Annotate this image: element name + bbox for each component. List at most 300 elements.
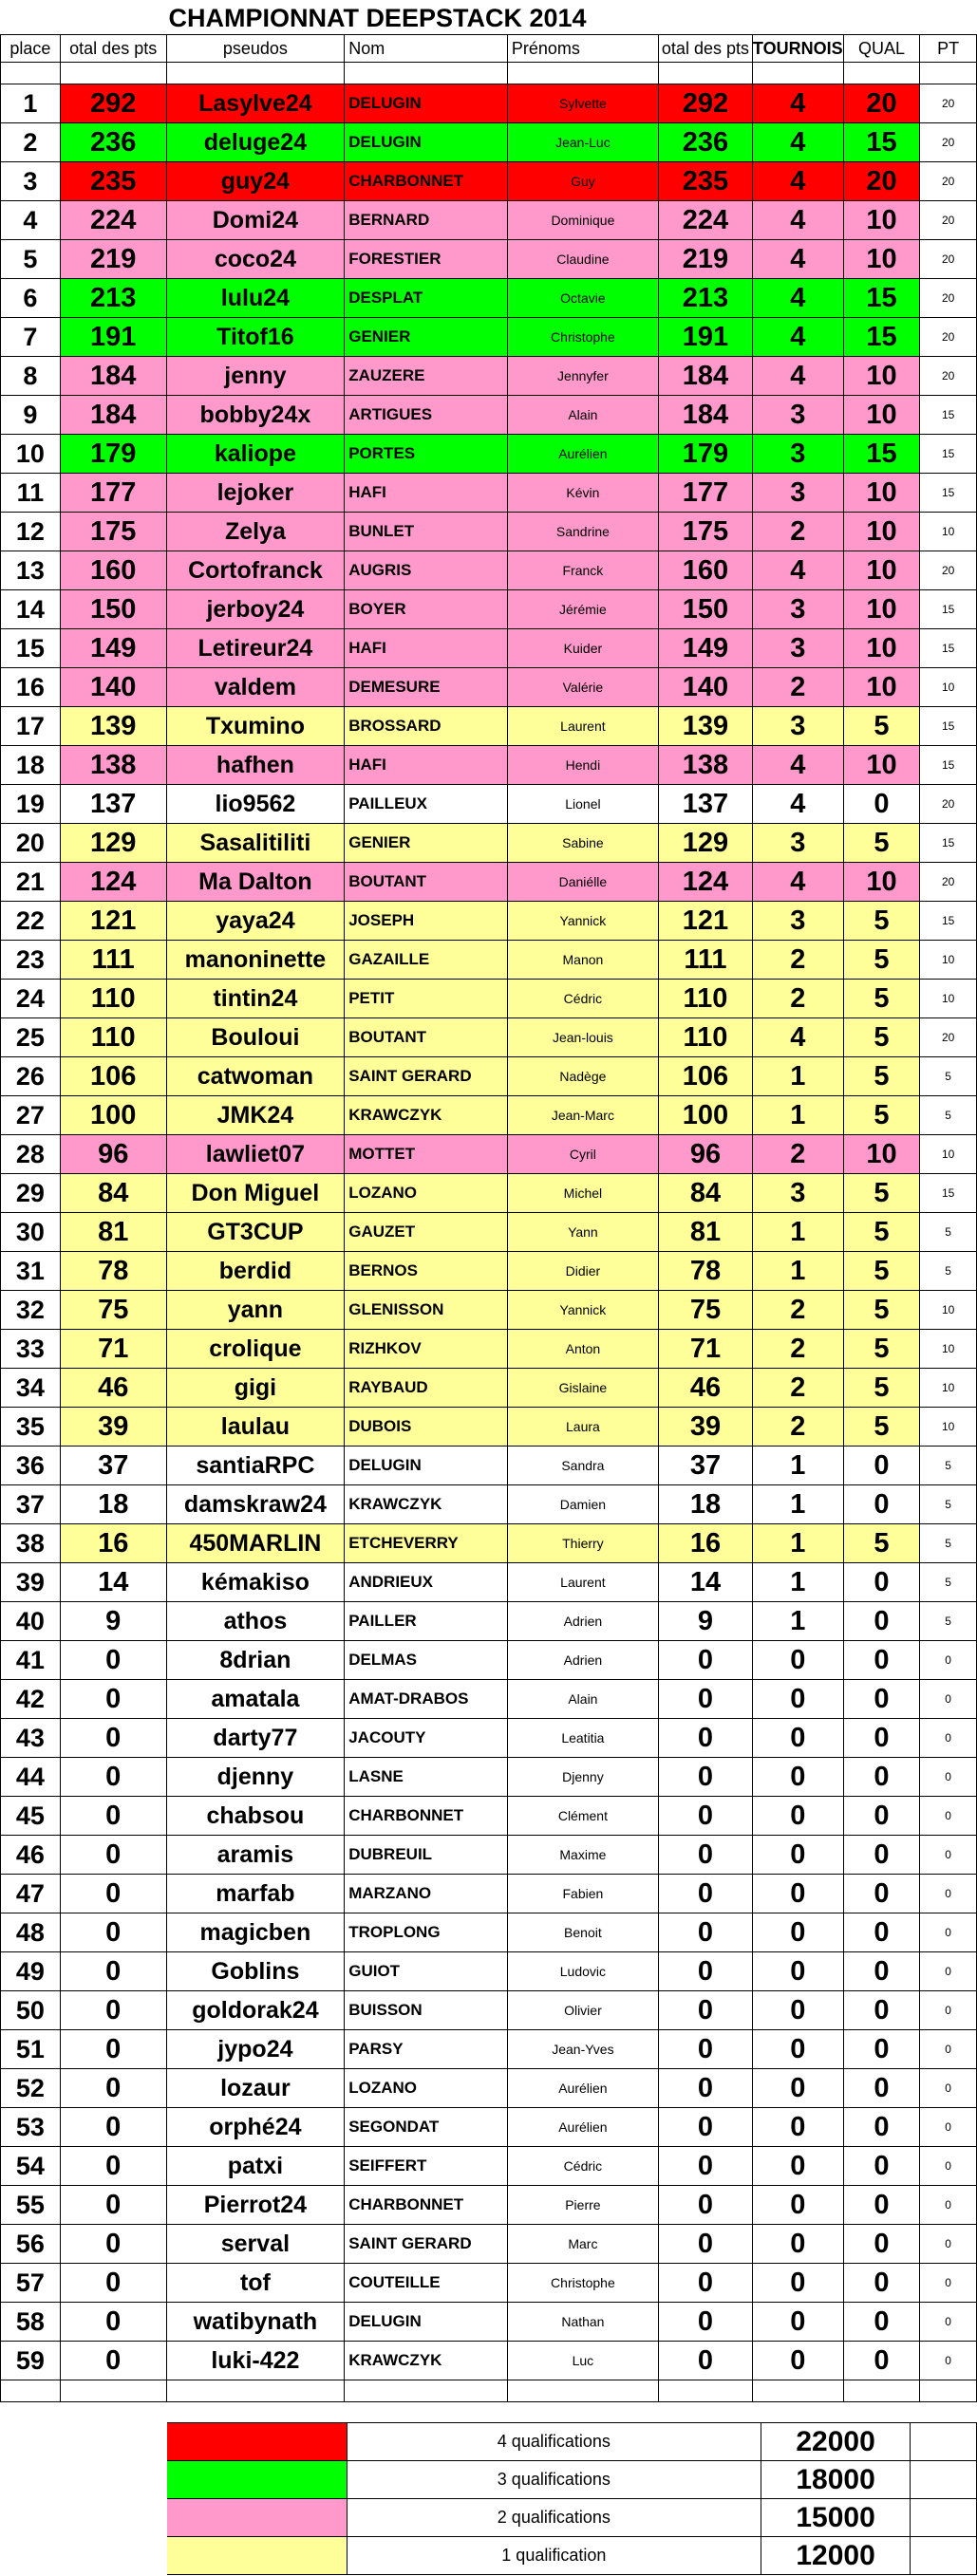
place-cell: 6 [1,279,61,318]
pseudo-cell: santiaRPC [166,1447,345,1485]
nom-cell: TROPLONG [345,1913,508,1952]
legend-label: 2 qualifications [347,2499,761,2537]
total-points-2-cell: 106 [658,1057,752,1096]
qual-cell: 10 [843,746,920,785]
place-cell: 25 [1,1018,61,1057]
pt-cell: 0 [920,1641,977,1680]
nom-cell: JACOUTY [345,1719,508,1758]
total-points-cell: 0 [60,2264,166,2303]
place-cell: 31 [1,1252,61,1291]
pseudo-cell: amatala [166,1680,345,1719]
table-row [1,123,977,162]
total-points-cell: 110 [60,980,166,1018]
table-row [1,2225,977,2264]
tournois-cell: 0 [752,1952,843,1991]
total-points-cell: 224 [60,201,166,240]
qual-cell: 0 [843,2030,920,2069]
place-cell: 43 [1,1719,61,1758]
qual-cell: 5 [843,1408,920,1447]
table-row [1,1096,977,1135]
qual-cell: 0 [843,1719,920,1758]
total-points-2-cell: 0 [658,2030,752,2069]
pt-cell: 0 [920,1875,977,1913]
pt-cell: 20 [920,162,977,201]
nom-cell: BUNLET [345,513,508,551]
place-cell: 32 [1,1291,61,1330]
header-pseudo: pseudos [166,35,345,63]
table-row [1,707,977,746]
table-row [1,1913,977,1952]
table-row [1,2147,977,2186]
nom-cell: KRAWCZYK [345,1485,508,1524]
legend-spacer [1,2461,167,2499]
pt-cell: 0 [920,2186,977,2225]
prenom-cell: Jean-louis [507,1018,658,1057]
nom-cell: BUISSON [345,1991,508,2030]
table-row [1,201,977,240]
pseudo-cell: gigi [166,1369,345,1408]
tournois-cell: 0 [752,1719,843,1758]
table-row [1,941,977,980]
pt-cell: 15 [920,629,977,668]
tournois-cell: 2 [752,1369,843,1408]
total-points-2-cell: 0 [658,2342,752,2380]
prenom-cell: Luc [507,2342,658,2380]
table-row [1,1680,977,1719]
qual-cell: 0 [843,1797,920,1836]
header-prenom: Prénoms [507,35,658,63]
nom-cell: BROSSARD [345,707,508,746]
nom-cell: DESPLAT [345,279,508,318]
pseudo-cell: jenny [166,357,345,396]
pt-cell: 0 [920,1680,977,1719]
table-row [1,2030,977,2069]
qual-cell: 0 [843,2186,920,2225]
pseudo-cell: lejoker [166,474,345,513]
place-cell: 26 [1,1057,61,1096]
pseudo-cell: 450MARLIN [166,1524,345,1563]
prenom-cell: Christophe [507,318,658,357]
nom-cell: BOUTANT [345,1018,508,1057]
total-points-2-cell: 0 [658,1641,752,1680]
nom-cell: MARZANO [345,1875,508,1913]
pt-cell: 0 [920,1797,977,1836]
place-cell: 53 [1,2108,61,2147]
tournois-cell: 0 [752,2147,843,2186]
pt-cell: 5 [920,1096,977,1135]
pseudo-cell: Zelya [166,513,345,551]
total-points-cell: 184 [60,357,166,396]
place-cell: 23 [1,941,61,980]
tournois-cell: 0 [752,2225,843,2264]
place-cell: 54 [1,2147,61,2186]
nom-cell: GAZAILLE [345,941,508,980]
place-cell: 39 [1,1563,61,1602]
tournois-cell: 4 [752,746,843,785]
table-row [1,1408,977,1447]
legend-spacer [1,2499,167,2537]
total-points-cell: 0 [60,2303,166,2342]
pt-cell: 0 [920,2147,977,2186]
tournois-cell: 2 [752,1330,843,1369]
total-points-cell: 75 [60,1291,166,1330]
pseudo-cell: goldorak24 [166,1991,345,2030]
qual-cell: 0 [843,1680,920,1719]
pseudo-cell: catwoman [166,1057,345,1096]
prenom-cell: Laura [507,1408,658,1447]
pseudo-cell: Lasylve24 [166,84,345,123]
pt-cell: 15 [920,1174,977,1213]
pseudo-cell: kémakiso [166,1563,345,1602]
qual-cell: 10 [843,1135,920,1174]
place-cell: 17 [1,707,61,746]
tournois-cell: 4 [752,162,843,201]
qual-cell: 5 [843,1057,920,1096]
total-points-cell: 0 [60,1641,166,1680]
pt-cell: 10 [920,1135,977,1174]
tournois-cell: 4 [752,318,843,357]
pseudo-cell: yann [166,1291,345,1330]
total-points-cell: 0 [60,2069,166,2108]
prenom-cell: Damien [507,1485,658,1524]
pt-cell: 15 [920,474,977,513]
pt-cell: 20 [920,279,977,318]
total-points-2-cell: 46 [658,1369,752,1408]
table-row [1,629,977,668]
nom-cell: GUIOT [345,1952,508,1991]
place-cell: 19 [1,785,61,824]
place-cell: 15 [1,629,61,668]
pseudo-cell: darty77 [166,1719,345,1758]
pt-cell: 20 [920,123,977,162]
qual-cell: 5 [843,1524,920,1563]
table-row [1,84,977,123]
place-cell: 2 [1,123,61,162]
legend-label: 3 qualifications [347,2461,761,2499]
legend-row [1,2423,977,2461]
pt-cell: 10 [920,1408,977,1447]
pseudo-cell: guy24 [166,162,345,201]
total-points-2-cell: 96 [658,1135,752,1174]
pt-cell: 20 [920,785,977,824]
pt-cell: 0 [920,2225,977,2264]
qual-cell: 0 [843,2264,920,2303]
nom-cell: DELUGIN [345,1447,508,1485]
total-points-2-cell: 0 [658,1719,752,1758]
total-points-cell: 0 [60,2147,166,2186]
total-points-cell: 140 [60,668,166,707]
prenom-cell: Marc [507,2225,658,2264]
prenom-cell: Sandrine [507,513,658,551]
pseudo-cell: lio9562 [166,785,345,824]
spacer-row [1,63,977,84]
nom-cell: CHARBONNET [345,162,508,201]
qual-cell: 5 [843,1213,920,1252]
pt-cell: 20 [920,863,977,902]
legend-row [1,2537,977,2575]
table-row [1,1602,977,1641]
prenom-cell: Thierry [507,1524,658,1563]
place-cell: 40 [1,1602,61,1641]
place-cell: 49 [1,1952,61,1991]
qual-cell: 15 [843,123,920,162]
total-points-cell: 78 [60,1252,166,1291]
pt-cell: 0 [920,2108,977,2147]
place-cell: 10 [1,435,61,474]
total-points-2-cell: 84 [658,1174,752,1213]
qual-cell: 20 [843,162,920,201]
total-points-2-cell: 124 [658,863,752,902]
table-row [1,824,977,863]
tournois-cell: 4 [752,84,843,123]
place-cell: 30 [1,1213,61,1252]
total-points-2-cell: 191 [658,318,752,357]
place-cell: 34 [1,1369,61,1408]
total-points-2-cell: 0 [658,1913,752,1952]
pt-cell: 10 [920,980,977,1018]
place-cell: 51 [1,2030,61,2069]
table-row [1,785,977,824]
legend-spacer [1,2537,167,2575]
tournois-cell: 4 [752,863,843,902]
nom-cell: KRAWCZYK [345,1096,508,1135]
table-row [1,1291,977,1330]
total-points-cell: 179 [60,435,166,474]
qual-cell: 10 [843,590,920,629]
prenom-cell: Manon [507,941,658,980]
nom-cell: DELMAS [345,1641,508,1680]
pseudo-cell: lawliet07 [166,1135,345,1174]
total-points-cell: 0 [60,1875,166,1913]
table-row [1,1213,977,1252]
table-row [1,1563,977,1602]
legend-label: 4 qualifications [347,2423,761,2461]
standings-table [0,34,977,2402]
total-points-cell: 71 [60,1330,166,1369]
total-points-cell: 0 [60,1758,166,1797]
place-cell: 13 [1,551,61,590]
nom-cell: CHARBONNET [345,2186,508,2225]
pseudo-cell: Sasalitiliti [166,824,345,863]
pseudo-cell: lozaur [166,2069,345,2108]
place-cell: 29 [1,1174,61,1213]
place-cell: 27 [1,1096,61,1135]
total-points-cell: 111 [60,941,166,980]
total-points-2-cell: 138 [658,746,752,785]
pseudo-cell: tintin24 [166,980,345,1018]
tournois-cell: 4 [752,1018,843,1057]
place-cell: 57 [1,2264,61,2303]
total-points-cell: 137 [60,785,166,824]
total-points-2-cell: 137 [658,785,752,824]
qual-cell: 15 [843,318,920,357]
total-points-2-cell: 75 [658,1291,752,1330]
total-points-cell: 106 [60,1057,166,1096]
pseudo-cell: serval [166,2225,345,2264]
nom-cell: GENIER [345,824,508,863]
total-points-2-cell: 0 [658,2303,752,2342]
prenom-cell: Laurent [507,707,658,746]
pseudo-cell: orphé24 [166,2108,345,2147]
tournois-cell: 4 [752,279,843,318]
total-points-cell: 18 [60,1485,166,1524]
qual-cell: 0 [843,1563,920,1602]
table-row [1,318,977,357]
total-points-cell: 124 [60,863,166,902]
table-row [1,1135,977,1174]
total-points-2-cell: 139 [658,707,752,746]
qual-cell: 5 [843,1018,920,1057]
total-points-2-cell: 0 [658,2069,752,2108]
qual-cell: 0 [843,1836,920,1875]
prenom-cell: Yann [507,1213,658,1252]
pt-cell: 0 [920,1758,977,1797]
pt-cell: 15 [920,902,977,941]
total-points-2-cell: 71 [658,1330,752,1369]
pseudo-cell: watibynath [166,2303,345,2342]
prenom-cell: Kuider [507,629,658,668]
total-points-cell: 129 [60,824,166,863]
place-cell: 55 [1,2186,61,2225]
total-points-2-cell: 81 [658,1213,752,1252]
pseudo-cell: manoninette [166,941,345,980]
pt-cell: 20 [920,318,977,357]
total-points-2-cell: 149 [658,629,752,668]
nom-cell: BERNOS [345,1252,508,1291]
pt-cell: 10 [920,941,977,980]
prenom-cell: Yannick [507,902,658,941]
pseudo-cell: 8drian [166,1641,345,1680]
pt-cell: 5 [920,1057,977,1096]
table-row [1,1719,977,1758]
place-cell: 22 [1,902,61,941]
pseudo-cell: lulu24 [166,279,345,318]
total-points-2-cell: 9 [658,1602,752,1641]
place-cell: 50 [1,1991,61,2030]
pt-cell: 15 [920,435,977,474]
nom-cell: HAFI [345,474,508,513]
total-points-2-cell: 0 [658,2186,752,2225]
legend-amount: 15000 [761,2499,911,2537]
total-points-cell: 0 [60,2030,166,2069]
total-points-cell: 235 [60,162,166,201]
tournois-cell: 1 [752,1563,843,1602]
pt-cell: 15 [920,396,977,435]
nom-cell: ZAUZERE [345,357,508,396]
total-points-cell: 138 [60,746,166,785]
qual-cell: 5 [843,902,920,941]
nom-cell: ETCHEVERRY [345,1524,508,1563]
pt-cell: 0 [920,2342,977,2380]
prenom-cell: Sabine [507,824,658,863]
nom-cell: DELUGIN [345,123,508,162]
prenom-cell: Olivier [507,1991,658,2030]
pseudo-cell: damskraw24 [166,1485,345,1524]
total-points-2-cell: 14 [658,1563,752,1602]
place-cell: 7 [1,318,61,357]
qual-cell: 0 [843,1952,920,1991]
pt-cell: 0 [920,1719,977,1758]
page-title: CHAMPIONNAT DEEPSTACK 2014 [168,4,587,32]
total-points-2-cell: 0 [658,1991,752,2030]
total-points-cell: 236 [60,123,166,162]
qual-cell: 5 [843,1330,920,1369]
tournois-cell: 1 [752,1096,843,1135]
place-cell: 16 [1,668,61,707]
total-points-2-cell: 0 [658,1797,752,1836]
total-points-2-cell: 184 [658,357,752,396]
qual-cell: 0 [843,1602,920,1641]
place-cell: 33 [1,1330,61,1369]
pseudo-cell: Domi24 [166,201,345,240]
table-row [1,2342,977,2380]
tournois-cell: 1 [752,1447,843,1485]
prenom-cell: Valérie [507,668,658,707]
tournois-cell: 2 [752,941,843,980]
header-nom: Nom [345,35,508,63]
tournois-cell: 0 [752,1875,843,1913]
total-points-2-cell: 236 [658,123,752,162]
total-points-2-cell: 37 [658,1447,752,1485]
qual-cell: 0 [843,1875,920,1913]
place-cell: 56 [1,2225,61,2264]
total-points-2-cell: 224 [658,201,752,240]
table-row [1,668,977,707]
qual-cell: 0 [843,2069,920,2108]
total-points-2-cell: 110 [658,980,752,1018]
tournois-cell: 0 [752,1991,843,2030]
total-points-cell: 39 [60,1408,166,1447]
prenom-cell: Cédric [507,2147,658,2186]
header-row [1,35,977,63]
qual-cell: 0 [843,1758,920,1797]
total-points-2-cell: 121 [658,902,752,941]
tournois-cell: 0 [752,2303,843,2342]
tournois-cell: 3 [752,435,843,474]
tournois-cell: 0 [752,1836,843,1875]
total-points-cell: 16 [60,1524,166,1563]
pseudo-cell: djenny [166,1758,345,1797]
pt-cell: 0 [920,2030,977,2069]
qual-cell: 0 [843,1913,920,1952]
pt-cell: 20 [920,201,977,240]
total-points-cell: 0 [60,2225,166,2264]
prenom-cell: Anton [507,1330,658,1369]
tournois-cell: 3 [752,629,843,668]
total-points-2-cell: 179 [658,435,752,474]
pseudo-cell: Goblins [166,1952,345,1991]
place-cell: 24 [1,980,61,1018]
total-points-cell: 213 [60,279,166,318]
prenom-cell: Kévin [507,474,658,513]
total-points-2-cell: 235 [658,162,752,201]
place-cell: 4 [1,201,61,240]
prenom-cell: Octavie [507,279,658,318]
qual-cell: 10 [843,629,920,668]
place-cell: 44 [1,1758,61,1797]
prenom-cell: Clément [507,1797,658,1836]
prenom-cell: Fabien [507,1875,658,1913]
header-place: place [1,35,61,63]
pt-cell: 0 [920,2303,977,2342]
place-cell: 48 [1,1913,61,1952]
pt-cell: 10 [920,668,977,707]
total-points-cell: 184 [60,396,166,435]
nom-cell: BOUTANT [345,863,508,902]
total-points-cell: 292 [60,84,166,123]
total-points-cell: 160 [60,551,166,590]
total-points-cell: 14 [60,1563,166,1602]
